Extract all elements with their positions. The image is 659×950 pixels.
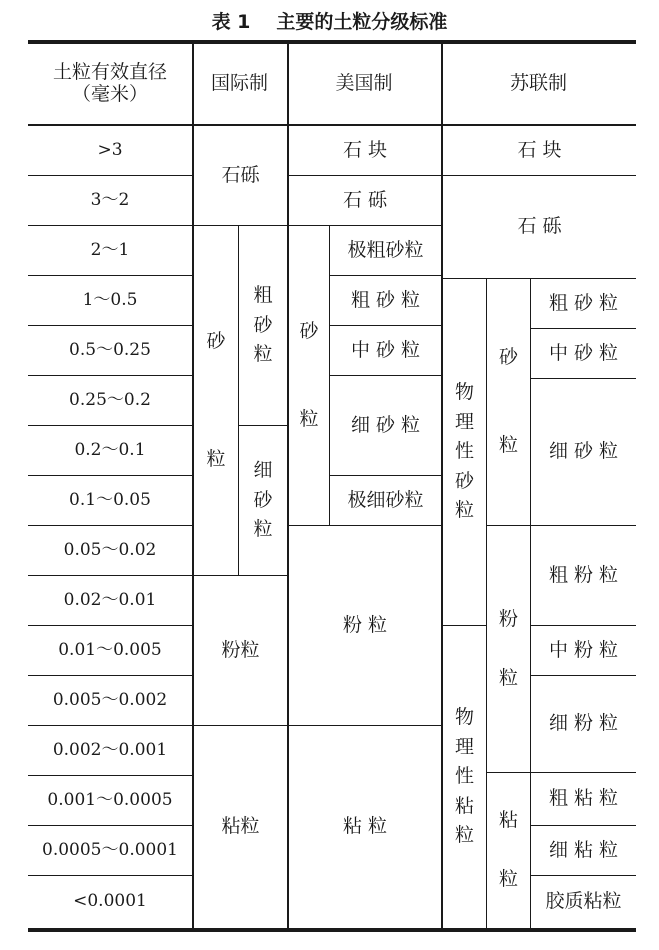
range-cell: <0.0001	[73, 891, 147, 912]
ussr-fine-silt: 细 粉 粒	[548, 712, 619, 735]
intl-silt: 粉粒	[221, 638, 260, 661]
usa-very-coarse-sand: 极粗砂粒	[347, 238, 424, 261]
ussr-fine-clay: 细 粘 粒	[548, 838, 619, 861]
usa-medium-sand: 中 砂 粒	[350, 338, 421, 361]
range-cell: 0.1～0.05	[69, 489, 151, 510]
ussr-physical-clay: 物 理 性 粘 粒	[454, 706, 474, 847]
intl-gravel: 石砾	[221, 163, 260, 186]
intl-fine-sand: 细 砂 粒	[253, 459, 273, 541]
range-cell: 0.001～0.0005	[47, 789, 173, 810]
ussr-coarse-silt: 粗 粉 粒	[548, 563, 619, 586]
usa-block: 石 块	[342, 138, 388, 161]
range-cell: 0.0005～0.0001	[42, 839, 178, 860]
range-cell: 0.5～0.25	[69, 339, 151, 360]
ussr-silt: 粉 粒	[498, 607, 518, 689]
ussr-physical-sand: 物 理 性 砂 粒	[454, 381, 474, 522]
range-cell: 0.05～0.02	[63, 539, 157, 560]
intl-sand: 砂 粒	[206, 329, 226, 470]
header-american: 美国制	[335, 72, 393, 95]
range-cell: 0.005～0.002	[52, 689, 168, 710]
table-number: 表 1	[211, 10, 251, 33]
ussr-coarse-sand: 粗 砂 粒	[548, 291, 619, 314]
ussr-clay: 粘 粒	[498, 809, 518, 891]
range-cell: 0.2～0.1	[74, 439, 146, 460]
range-cell: 0.002～0.001	[52, 739, 168, 760]
table-title: 主要的土粒分级标准	[276, 10, 448, 33]
usa-gravel: 石 砾	[342, 188, 388, 211]
range-cell: 1～0.5	[82, 289, 138, 310]
usa-very-fine-sand: 极细砂粒	[347, 488, 424, 511]
ussr-gravel: 石 砾	[517, 215, 562, 238]
usa-sand: 砂 粒	[299, 319, 319, 430]
header-soviet: 苏联制	[509, 72, 567, 95]
ussr-colloidal-clay: 胶质粘粒	[545, 890, 622, 913]
ussr-block: 石 块	[517, 138, 562, 161]
usa-coarse-sand: 粗 砂 粒	[350, 288, 421, 311]
ussr-fine-sand: 细 砂 粒	[548, 440, 619, 463]
range-cell: 0.01～0.005	[58, 639, 162, 660]
intl-coarse-sand: 粗 砂 粒	[253, 284, 273, 366]
usa-silt: 粉 粒	[342, 613, 388, 636]
ussr-medium-sand: 中 砂 粒	[548, 341, 619, 364]
ussr-sand: 砂 粒	[498, 346, 518, 457]
usa-fine-sand: 细 砂 粒	[350, 413, 421, 436]
range-cell: 0.02～0.01	[63, 589, 157, 610]
range-cell: 2～1	[90, 239, 130, 260]
usa-clay: 粘 粒	[342, 815, 388, 838]
bottom-rule	[28, 928, 636, 932]
header-international: 国际制	[210, 72, 268, 95]
intl-clay: 粘粒	[221, 815, 260, 838]
ussr-medium-silt: 中 粉 粒	[548, 638, 619, 661]
range-cell: >3	[97, 139, 123, 160]
ussr-coarse-clay: 粗 粘 粒	[548, 787, 619, 810]
header-diameter: 土粒有效直径 （毫米）	[52, 61, 167, 105]
range-cell: 0.25～0.2	[69, 389, 151, 410]
range-cell: 3～2	[90, 189, 130, 210]
